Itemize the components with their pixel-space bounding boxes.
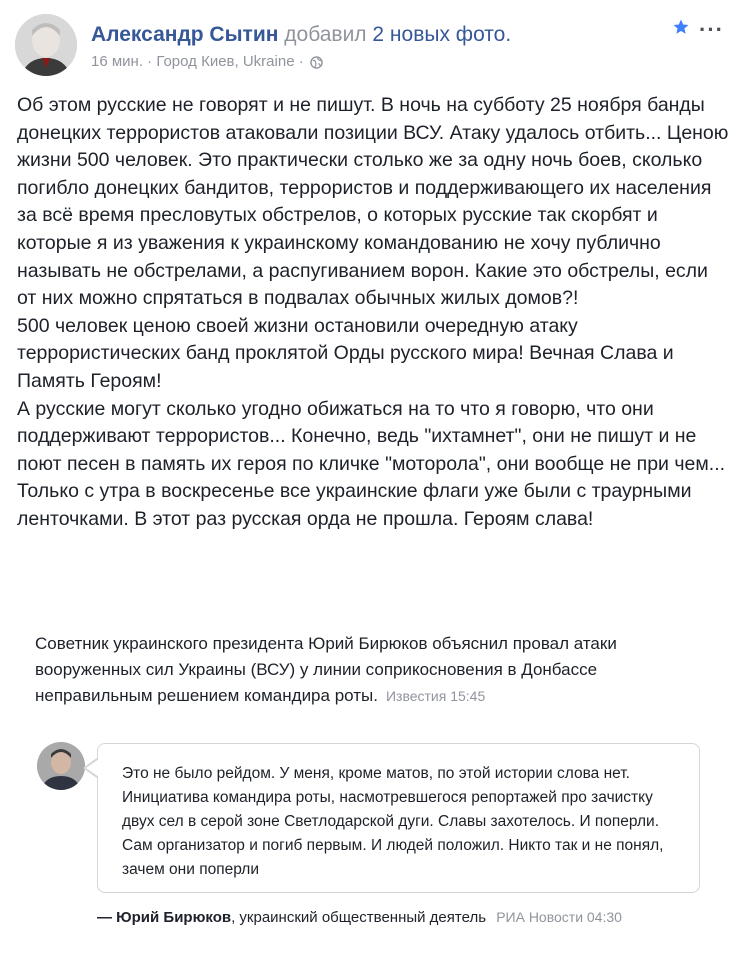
- post-paragraph: 500 человек ценою своей жизни остановили очередную атаку террористических банд проклятой Орды русского мира! Вечная Слава и Память Героям!: [17, 314, 674, 392]
- author-avatar[interactable]: [15, 14, 77, 76]
- more-options-icon[interactable]: ···: [699, 17, 724, 42]
- post-paragraph: Об этом русские не говорят и не пишут. В ночь на субботу 25 ноября банды донецких террористов атаковали позиции ВСУ. Атаку удалось отбить... Ценою жизни 500 человек. Это практически столько же за одну ночь боев, сколько погибло донецких бандитов, террористов и поддерживающего их населения за всё время пресловутых обстрелов, о которых русские так скорбят и которые я из уважения к украинскому командованию не хочу публично называть не обстрелами, а распугиванием ворон. Какие это обстрелы, если от них можно спрятаться в подвалах обычных жилых домов?!: [17, 94, 729, 310]
- speaker-avatar: [37, 742, 85, 790]
- attribution-source: РИА Новости 04:30: [496, 909, 622, 925]
- quote-bubble: [97, 743, 700, 893]
- action-text: добавил: [284, 23, 367, 46]
- news-source: Известия 15:45: [385, 688, 486, 704]
- author-line: [91, 22, 511, 48]
- meta-separator: ·: [147, 53, 153, 71]
- attribution-name: Юрий Бирюков: [116, 909, 232, 926]
- bubble-tail-fill: [86, 759, 99, 777]
- quote-attribution: [97, 906, 622, 929]
- attribution-dash: —: [97, 909, 112, 926]
- news-snippet: [35, 631, 715, 709]
- quote-text: Это не было рейдом. У меня, кроме матов, по этой истории слова нет. Инициатива командира роты, насмотревшегося репортажей про зачистку двух сел в серой зоне Светлодарской дуги. Славы захотелось. И поперли. Сам организатор и погиб первым. И людей положил. Никто так и не понял, зачем они поперли: [122, 765, 664, 878]
- new-photos-link[interactable]: 2 новых фото.: [372, 23, 512, 46]
- post-body: [17, 92, 729, 534]
- star-icon[interactable]: [672, 18, 690, 36]
- author-photo: [15, 14, 77, 76]
- post-timestamp[interactable]: 16 мин.: [91, 53, 143, 71]
- news-text: Советник украинского президента Юрий Бирюков объяснил провал атаки вооруженных сил Украины (ВСУ) у линии соприкосновения в Донбассе неправильным решением командира роты.: [35, 634, 617, 705]
- globe-icon[interactable]: [310, 56, 323, 69]
- attribution-role: , украинский общественный деятель: [231, 909, 487, 926]
- author-name-link[interactable]: Александр Сытин: [91, 23, 279, 46]
- post-location[interactable]: Город Киев, Ukraine: [156, 53, 295, 71]
- meta-separator: ·: [298, 53, 304, 71]
- speaker-photo: [37, 742, 85, 790]
- post-paragraph: А русские могут сколько угодно обижаться на то что я говорю, что они поддерживают террористов... Конечно, ведь "ихтамнет", они не пишут и не поют песен в память их героя по кличке "моторола", они вообще не при чем... Только с утра в воскресенье все украинские флаги уже были с траурными ленточками. В этот раз русская орда не прошла. Героям слава!: [17, 397, 726, 530]
- post-meta: [91, 52, 323, 72]
- post-header: [15, 14, 724, 80]
